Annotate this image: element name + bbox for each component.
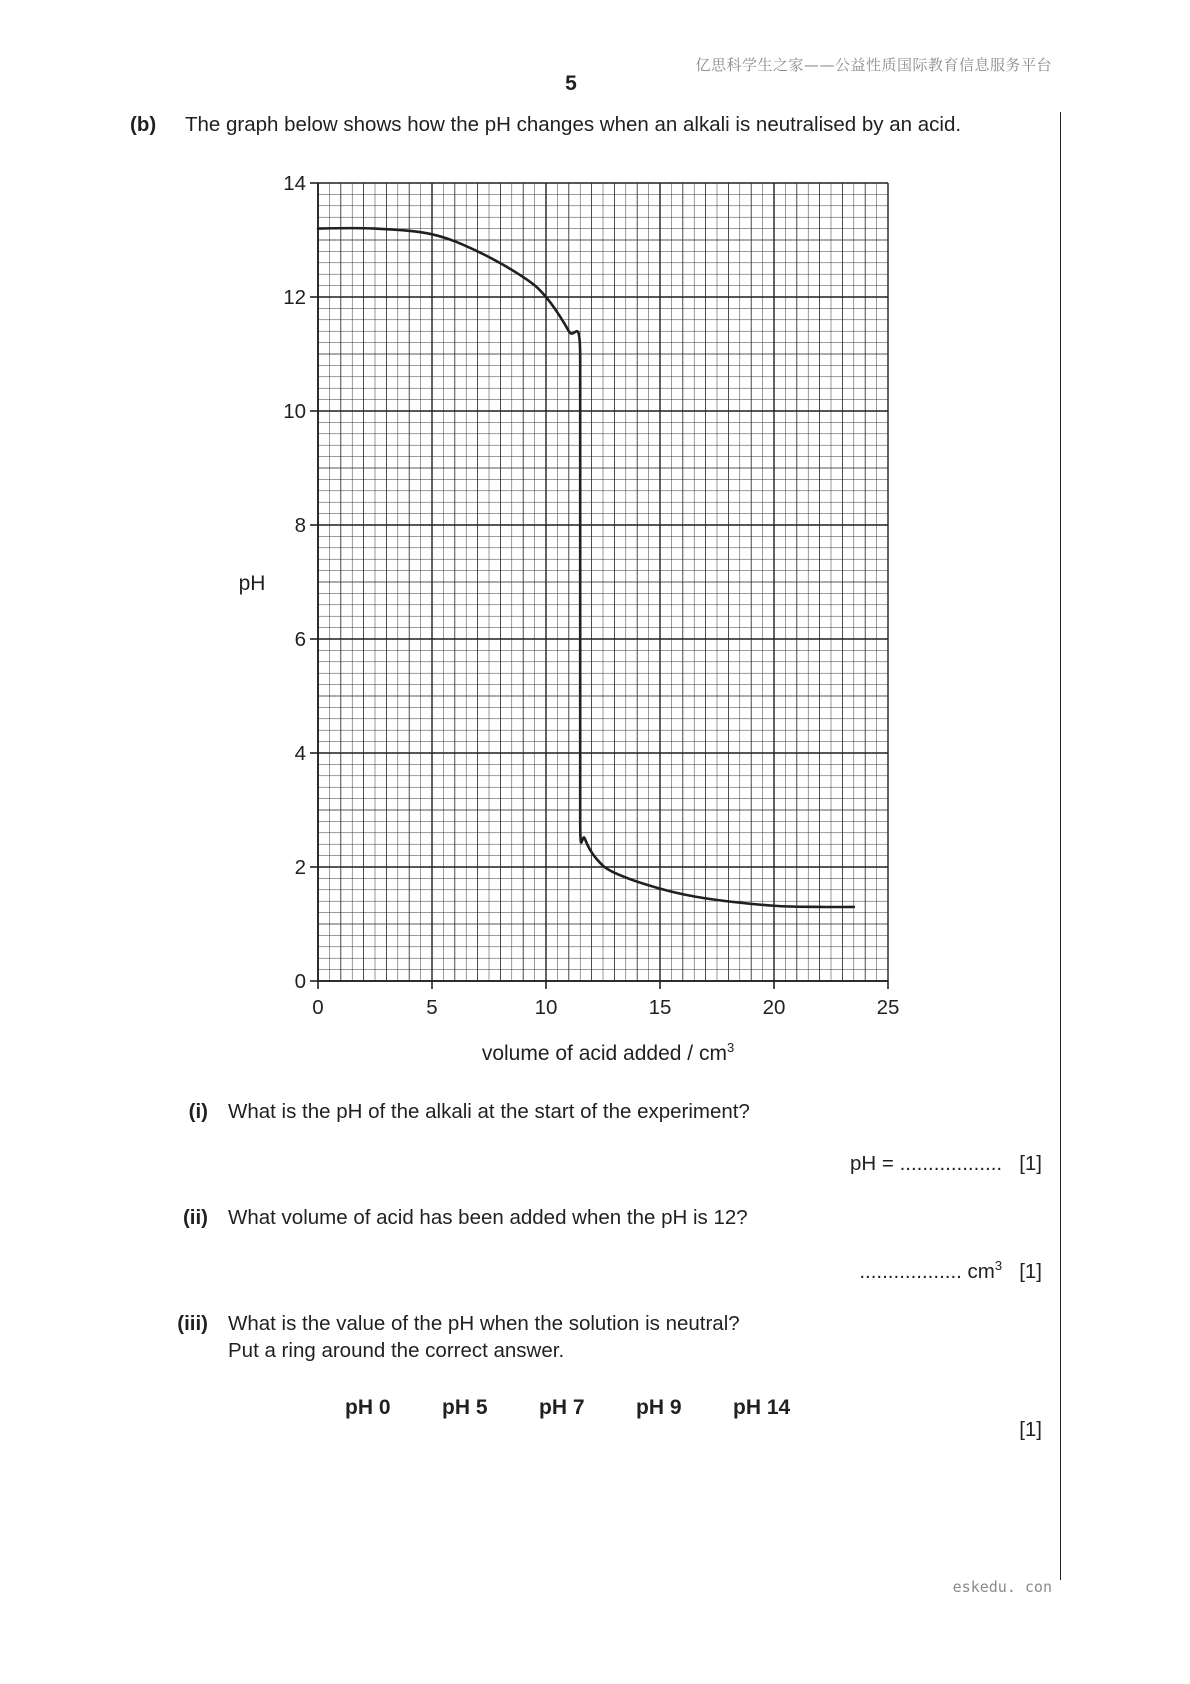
- y-tick-label: 6: [294, 628, 306, 651]
- y-tick-label: 12: [283, 286, 306, 309]
- x-tick-label: 15: [648, 996, 672, 1019]
- option-ph-7[interactable]: pH 7: [539, 1396, 585, 1419]
- x-tick-label: 20: [762, 996, 786, 1019]
- question-ii-text: What volume of acid has been added when the pH is 12?: [228, 1206, 748, 1229]
- question-i-marks: [1]: [1019, 1152, 1042, 1175]
- x-axis-label: volume of acid added / $cm^3$: [481, 1040, 735, 1065]
- question-i-text: What is the pH of the alkali at the start of the experiment?: [228, 1100, 750, 1123]
- y-tick-label: 2: [294, 856, 306, 879]
- y-tick-label: 8: [294, 514, 306, 537]
- x-tick-label: 10: [534, 996, 558, 1019]
- question-ii-answer-blank[interactable]: .................. $cm^3$: [859, 1258, 1003, 1283]
- y-tick-label: 14: [283, 172, 306, 195]
- question-ii-marks: [1]: [1019, 1259, 1042, 1283]
- chart-grid-minor: [318, 183, 888, 981]
- header-site-note: 亿思科学生之家——公益性质国际教育信息服务平台: [695, 56, 1052, 74]
- question-ii-answer: [859, 1258, 1042, 1284]
- x-tick-label: 5: [426, 996, 438, 1019]
- y-tick-label: 10: [283, 400, 306, 423]
- option-ph-14[interactable]: pH 14: [733, 1396, 791, 1419]
- cm-cubed-sup: 3: [994, 1258, 1003, 1273]
- question-iii-marks: [1]: [1019, 1418, 1042, 1441]
- y-tick-label: 4: [294, 742, 306, 765]
- question-iii-text: What is the value of the pH when the solution is neutral?: [228, 1312, 740, 1335]
- question-i-answer-blank[interactable]: pH = ..................: [850, 1152, 1003, 1175]
- answer-options: [345, 1396, 830, 1420]
- question-iii-instruction: Put a ring around the correct answer.: [228, 1339, 565, 1362]
- part-b-label: (b): [130, 113, 157, 136]
- x-axis-label-unit-sup: 3: [726, 1040, 735, 1055]
- question-ii-label: (ii): [182, 1206, 208, 1229]
- question-iii-label: (iii): [177, 1312, 208, 1335]
- footer-site: eskedu. con: [952, 1578, 1052, 1596]
- x-tick-label: 0: [312, 996, 324, 1019]
- part-b-intro: The graph below shows how the pH changes when an alkali is neutralised by an acid.: [185, 113, 962, 136]
- question-i-answer: [850, 1152, 1042, 1176]
- option-ph-9[interactable]: pH 9: [636, 1396, 682, 1419]
- option-ph-5[interactable]: pH 5: [442, 1396, 488, 1419]
- y-axis-label: pH: [238, 572, 266, 595]
- page-number: 5: [565, 72, 577, 95]
- x-tick-label: 25: [876, 996, 900, 1019]
- y-tick-label: 0: [294, 970, 306, 993]
- option-ph-0[interactable]: pH 0: [345, 1396, 391, 1419]
- question-i-label: (i): [188, 1100, 208, 1123]
